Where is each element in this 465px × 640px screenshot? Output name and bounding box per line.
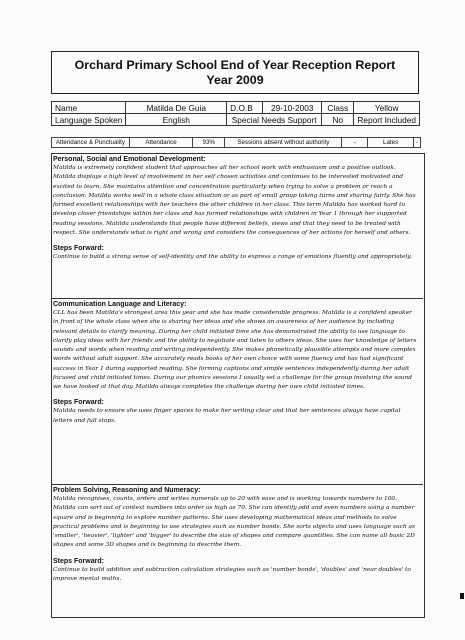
dob-label: D.O.B <box>227 102 263 114</box>
dob-value: 29-10-2003 <box>263 102 322 114</box>
class-value: Yellow <box>354 102 420 114</box>
psed-steps-heading: Steps Forward: <box>53 245 104 252</box>
cll-text: CLL has been Matilda's strongest area this year and she has made considerable progress. Matilda is a confident speaker in front of the whole class when she is sharing her ideas and she shows an awareness of her audience by including relevant details to clarify meaning. During her child initiated time she has demonstrated the ability to use language to clarify play ideas with her friends and the ability to negotiate and listen to others ideas. She uses her knowledge of letters sounds and words when reading and writing independently. She makes phonetically plausible attempts and more complex words without adult support. She accurately reads books of her own choice with some fluency and has had significant success in Year 1 during supported reading. She forming captions and simple sentences independently during her adult focused and child initiated times. During our phonics sessions I usually set a challenge for the group involving the sound we have looked at that day. Matilda always completes the challenge during her own child initiated times. <box>53 310 417 390</box>
lates-label: Lates <box>368 138 414 148</box>
attendance-value: 93% <box>193 138 225 148</box>
name-value: Matilda De Guia <box>126 102 227 114</box>
report-title-box <box>51 51 419 94</box>
attendance-label: Attendance <box>129 138 192 148</box>
cll-section <box>53 300 418 426</box>
student-info-table <box>51 101 420 126</box>
psed-steps-text: Continue to build a strong sense of self-identity and the ability to express a range of emotions fluently and appropriately. <box>53 254 412 260</box>
lates-value: - <box>413 138 420 148</box>
special-needs-value: No <box>322 114 354 126</box>
report-year: Year 2009 <box>206 72 264 87</box>
name-label: Name <box>52 102 126 114</box>
psrn-text: Matilda recognises, counts, orders and writes numerals up to 20 with ease and is working towards numbers to 100. Matilda can sort out of context numbers into order as high as 70. She can identify odd and even numbers using a number square and is beginning to explore number patterns. She uses developing mathematical ideas and methods to solve practical problems and is beginning to use strategies such as number bonds. She sorts objects and uses language such as 'smaller', 'heavier', 'lighter' and 'bigger' to describe the size of shapes and compare quantities. She can name all basic 2D shapes and some 3D shapes and is beginning to describe them. <box>53 496 416 549</box>
psed-heading: Personal, Social and Emotional Development: <box>53 156 206 163</box>
language-value: English <box>126 114 227 126</box>
class-label: Class <box>322 102 354 114</box>
section-divider <box>51 484 423 485</box>
cll-steps-text: Matilda needs to ensure she uses finger spaces to make her writing clear and that her sentences always have capital letters and full stops. <box>53 408 401 424</box>
page-mark <box>460 593 464 599</box>
psed-section <box>53 155 418 262</box>
cll-heading: Communication Language and Literacy: <box>53 301 187 308</box>
psed-text: Matilda is extremely confident student that approaches all her school work with enthusiasm and a positive outlook. Matilda displays a high level of involvement in her self chosen activities and continues to be interested motivated and excited to learn. She maintains attention and concentration particularly when trying to solve a problem or reach a conclusion. Matilda works well in a whole class situation or as part of small group taking turns and sharing fairly. She has formed excellent relationships with her teachers the other children in her class. This term Matilda has worked hard to develop closer friendships within her class and has formed relationships with children in Year 1 through her supported reading sessions. Matilda understands that people have different beliefs, views and that they need to be treated with respect. She understands what is right and wrong and considers the consequences of her actions for herself and others. <box>53 165 416 236</box>
psrn-steps-heading: Steps Forward: <box>53 557 104 565</box>
psrn-steps-text: Continue to build addition and subtraction calculation strategies such as 'number bonds', 'doubles' and 'near doubles' to improve mental maths. <box>53 566 411 582</box>
report-title: Orchard Primary School End of Year Reception Report <box>74 57 396 72</box>
section-divider <box>51 298 423 299</box>
language-label: Language Spoken <box>52 114 126 126</box>
cll-steps-heading: Steps Forward: <box>53 399 104 407</box>
psrn-heading: Problem Solving, Reasoning and Numeracy: <box>53 487 201 494</box>
psrn-section <box>53 486 418 584</box>
absent-label: Sessions absent without authority <box>225 138 342 148</box>
absent-value: - <box>342 138 368 148</box>
report-included-label: Report Included <box>354 114 420 126</box>
punctuality-label: Attendance & Punctuality <box>52 138 130 148</box>
special-needs-label: Special Needs Support <box>227 114 322 126</box>
attendance-table <box>51 137 421 148</box>
